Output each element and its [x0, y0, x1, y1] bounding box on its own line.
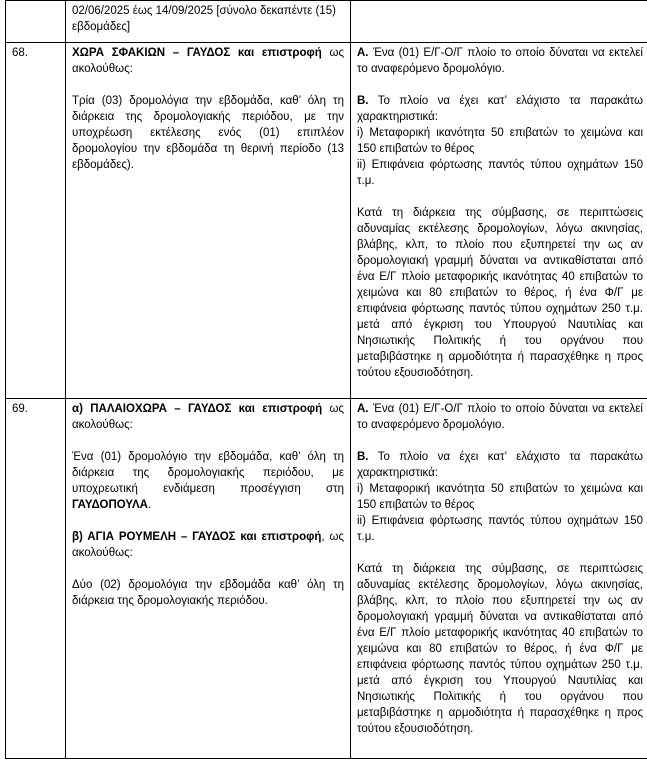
schedule-a-text-69: Ένα (01) δρομολόγιο την εβδομάδα, καθ’ όλη τη διάρκεια της δρομολογιακής περιόδου, με υποχρεωτική ενδιάμεση προσέγγιση στη ΓΑΥΔΟΠΟΥΛΑ.	[72, 451, 344, 511]
schedule-text-68: Τρία (03) δρομολόγια την εβδομάδα, καθ’ όλη τη διάρκεια της δρομολογιακής περιόδου, με την υποχρέωση εκτέλεσης ενός (01) επιπλέον δρομολογίου την εβδομάδα τη θερινή περίοδο (13 εβδομάδες).	[72, 95, 344, 171]
row-number-69: 69.	[6, 399, 66, 759]
row-number-68: 68.	[6, 43, 66, 399]
route-b-title-69: β) ΑΓΙΑ ΡΟΥΜΕΛΗ – ΓΑΥΔΟΣ και επιστροφή, ως ακολούθως:	[72, 531, 345, 559]
route-title-68: ΧΩΡΑ ΣΦΑΚΙΩΝ – ΓΑΥΔΟΣ και επιστροφή ως ακολούθως:	[72, 47, 344, 75]
spec-b-68: Β. Το πλοίο να έχει κατ’ ελάχιστο τα παρακάτω χαρακτηριστικά:	[357, 95, 643, 123]
spec-a-68: Α. Ένα (01) Ε/Γ-Ο/Γ πλοίο το οποίο δύναται να εκτελεί το αναφερόμενο δρομολόγιο.	[357, 47, 643, 75]
spec-a-69: Α. Ένα (01) Ε/Γ-Ο/Γ πλοίο το οποίο δύναται να εκτελεί το αναφερόμενο δρομολόγιο.	[357, 403, 643, 431]
table-row-68	[6, 43, 647, 399]
spec-b-ii-69: ii) Επιφάνεια φόρτωσης παντός τύπου οχημάτων 150 τ.μ.	[357, 515, 643, 543]
spec-b-i-68: i) Μεταφορική ικανότητα 50 επιβατών το χειμώνα και 150 επιβατών το θέρος	[357, 127, 643, 155]
spec-cell-69	[351, 399, 647, 759]
schedule-b-text-69: Δύο (02) δρομολόγια την εβδομάδα καθ’ όλη τη διάρκεια της δρομολογιακής περιόδου.	[72, 579, 344, 607]
table-row-69	[6, 399, 647, 759]
route-cell	[66, 1, 351, 43]
period-text: 02/06/2025 έως 14/09/2025 [σύνολο δεκαπέντε (15) εβδομάδες]	[72, 5, 336, 33]
spec-note-69: Κατά τη διάρκεια της σύμβασης, σε περιπτώσεις αδυναμίας εκτέλεσης δρομολογίων, λόγω ακινησίας, βλάβης, κλπ, το πλοίο που εξυπηρετεί την ως αν δρομολογιακή γραμμή δύναται να αντικαθίσταται από ένα Ε/Γ πλοίο μεταφορικής ικανότητας 40 επιβατών το χειμώνα και 80 επιβατών το θέρος, ή ένα Φ/Γ με επιφάνεια φόρτωσης παντός τύπου οχημάτων 250 τ.μ. μετά από έγκριση του Υπουργού Ναυτιλίας και Νησιωτικής Πολιτικής ή του οργάνου που μεταβιβάστηκε η αρμοδιότητα ή παρασχέθηκε η προς τούτου εξουσιοδότηση.	[357, 563, 643, 735]
routes-table	[5, 0, 647, 759]
spec-b-69: Β. Το πλοίο να έχει κατ’ ελάχιστο τα παρακάτω χαρακτηριστικά:	[357, 451, 643, 479]
route-cell-68	[66, 43, 351, 399]
row-number-cell	[6, 1, 66, 43]
spec-b-ii-68: ii) Επιφάνεια φόρτωσης παντός τύπου οχημάτων 150 τ.μ.	[357, 159, 643, 187]
spec-note-68: Κατά τη διάρκεια της σύμβασης, σε περιπτώσεις αδυναμίας εκτέλεσης δρομολογίων, λόγω ακινησίας, βλάβης, κλπ, το πλοίο που εξυπηρετεί την ως αν δρομολογιακή γραμμή δύναται να αντικαθίσταται από ένα Ε/Γ πλοίο μεταφορικής ικανότητας 40 επιβατών το χειμώνα και 80 επιβατών το θέρος, ή ένα Φ/Γ με επιφάνεια φόρτωσης παντός τύπου οχημάτων 250 τ.μ. μετά από έγκριση του Υπουργού Ναυτιλίας και Νησιωτικής Πολιτικής ή του οργάνου που μεταβιβάστηκε η αρμοδιότητα ή παρασχέθηκε η προς τούτου εξουσιοδότηση.	[357, 207, 643, 379]
route-cell-69	[66, 399, 351, 759]
spec-cell-68	[351, 43, 647, 399]
route-a-title-69: α) ΠΑΛΑΙΟΧΩΡΑ – ΓΑΥΔΟΣ και επιστροφή ως ακολούθως:	[72, 403, 344, 431]
spec-b-i-69: i) Μεταφορική ικανότητα 50 επιβατών το χειμώνα και 150 επιβατών το θέρος	[357, 483, 643, 511]
table-row-continuation	[6, 1, 647, 43]
spec-cell	[351, 1, 647, 43]
